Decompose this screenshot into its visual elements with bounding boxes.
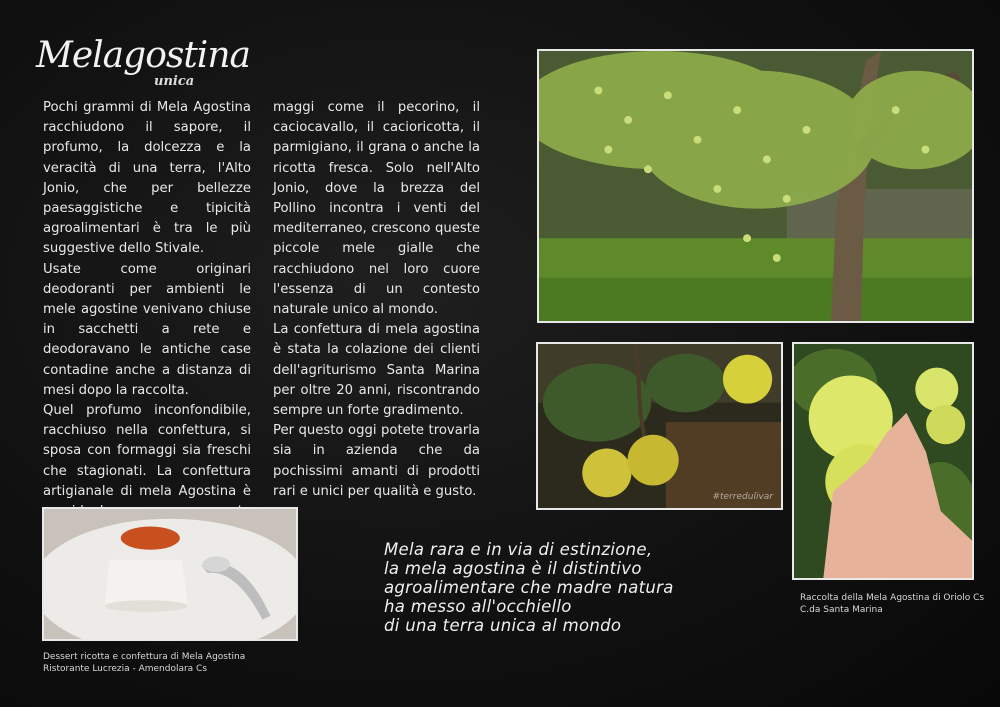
apple-tree-photo	[537, 49, 974, 323]
quote-block	[384, 540, 744, 635]
text-column-right	[273, 98, 480, 502]
caption-line: Raccolta della Mela Agostina di Oriolo Cs	[800, 593, 985, 603]
text-column-left	[43, 98, 251, 542]
paragraph: Usate come originari deodoranti per ambienti le mele agostine venivano chiuse in sacchetti a rete e deodoravano le antiche case contadine anche a distanza di mesi dopo la raccolta.	[43, 261, 251, 398]
quote-line: Mela rara e in via di estinzione,	[384, 540, 653, 559]
dessert-caption	[43, 651, 245, 675]
logo-wordmark: Melagostina	[36, 35, 250, 76]
quote-line: la mela agostina è il distintivo	[384, 559, 642, 578]
paragraph: La confettura di mela agostina è stata la colazione dei clienti dell'agriturismo Santa Marina per oltre 20 anni, riscontrando sempre un forte gradimento.	[273, 322, 480, 419]
quote-line: di una terra unica al mondo	[384, 616, 622, 635]
apple-harvest-photo	[792, 342, 974, 580]
quote-line: agroalimentare che madre natura	[384, 578, 674, 597]
dessert-photo	[42, 507, 298, 641]
brand-logo	[36, 35, 250, 94]
photo-watermark: #terredulivar	[712, 492, 773, 502]
paragraph: Pochi grammi di Mela Agostina racchiudono il sapore, il profumo, la dolcezza e la veracità di una terra, l'Alto Jonio, che per bellezze paesaggistiche e tipicità agroalimentari è tra le più suggestive dello Stivale.	[43, 100, 251, 257]
paragraph: maggi come il pecorino, il caciocavallo, il cacioricotta, il parmigiano, il grana o anche la ricotta fresca. Solo nell'Alto Jonio, dove la brezza del Pollino incontra i venti del mediterraneo, crescono queste piccole mele gialle che racchiudono nel loro cuore l'essenza di un contesto naturale unico al mondo.	[273, 100, 480, 318]
paragraph: Per questo oggi potete trovarla sia in azienda che da pochissimi amanti di prodotti rari e unici per qualità e gusto.	[273, 423, 480, 499]
caption-line: Dessert ricotta e confettura di Mela Agostina	[43, 652, 246, 662]
logo-tagline: unica	[154, 74, 195, 89]
harvest-caption	[800, 592, 984, 616]
apple-branch-photo	[536, 342, 783, 510]
caption-line: C.da Santa Marina	[800, 605, 883, 615]
caption-line: Ristorante Lucrezia - Amendolara Cs	[43, 664, 208, 674]
paragraph: Quel profumo inconfondibile, racchiuso nella confettura, si sposa con formaggi sia freschi che stagionati. La confettura artigianale di mela Agostina è	[43, 403, 251, 499]
quote-line: ha messo all'occhiello	[384, 597, 572, 616]
